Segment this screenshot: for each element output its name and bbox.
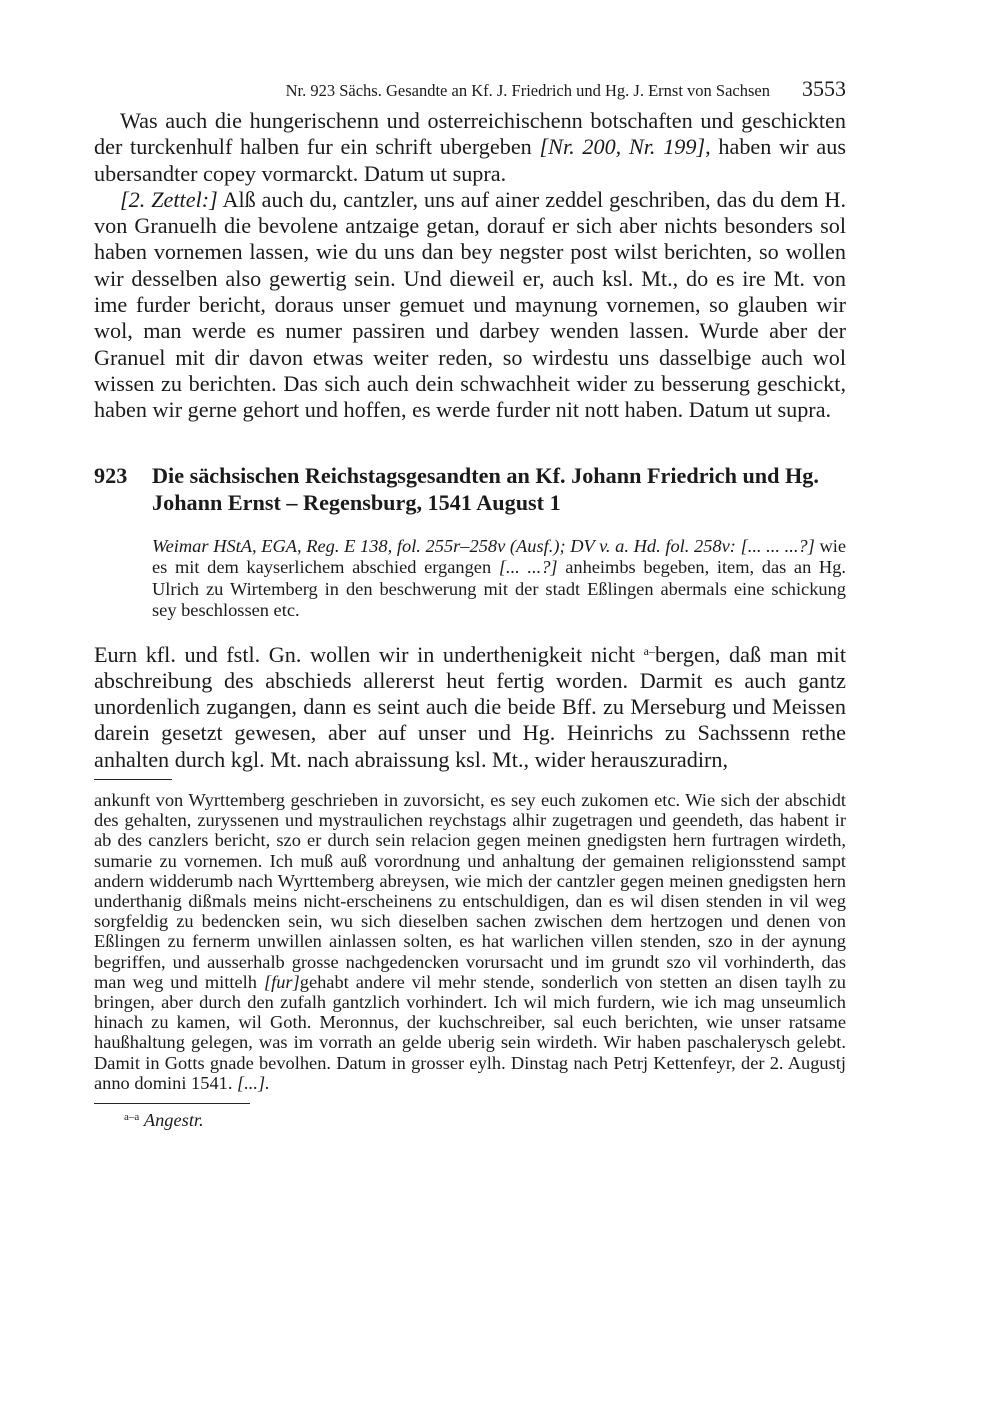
running-head [94,76,846,106]
main-text [94,642,846,773]
document-title: Die sächsischen Reichstagsgesandten an Kf. Johann Friedrich und Hg. Johann Ernst – Regensburg, 1541 August 1 [152,462,819,515]
main-text-before: Eurn kfl. und fstl. Gn. wollen wir in underthenigkeit nicht [94,641,644,667]
enclosure-note-insert: [fur] [263,971,300,992]
source-gap-1: [... ... ...?] [740,535,815,556]
document-heading [94,462,846,516]
source-note [152,536,846,622]
footnote-marker: a– [643,643,655,658]
paragraph-2-text: Alß auch du, cantzler, uns auf ainer zeddel geschriben, das du dem H. von Granuelh die bevolene antzaige getan, dorauf er sich aber nichts besonders sol haben vornemen lassen, wie du uns dan bey negster post wilst berichten, so wollen wir desselben also gewertig sein. Und dieweil er, auch ksl. Mt., do es ire Mt. von ime furder bericht, doraus unser gemuet und maynung vornemen, so glauben wir wol, man werde es numer passiren und darbey wenden lassen. Wurde aber der Granuel mit dir davon etwas weiter reden, so wirdestu uns dasselbige auch wol wissen zu berichten. Das sich auch dein schwachheit wider zu besserung geschickt, haben wir gerne gehort und hoffen, es werde furder nit nott haben. Datum ut supra. [94,186,846,423]
enclosure-note [94,790,846,1093]
paragraph-2 [94,187,846,424]
main-text-after: bergen, daß man mit abschreibung des abschieds allererst heut fertig worden. Darmit es auch gantz unordenlich zugangen, dann es seint auch die beide Bff. zu Merseburg und Meissen darein gesetzt gewesen, aber auf unser und Hg. Heinrichs zu Sachssenn rethe anhalten durch kgl. Mt. nach abraissung ksl. Mt., wider herauszuradirn, [94,641,846,772]
paragraph-1-text: Was auch die hungerischenn und osterreichischenn botschaften und geschickten der turckenhulf halben fur ein schrift ubergeben [94,108,846,160]
document-page [94,76,846,1131]
footnote-divider [94,1103,250,1104]
source-text-1: wie es mit dem kayserlichem abschied ergangen [152,535,846,578]
enclosure-note-ellipsis: [...]. [237,1072,270,1093]
footnote-label: a–a [124,1111,140,1124]
page-number: 3553 [802,76,846,101]
note-divider [94,779,172,780]
paragraph-1 [94,108,846,187]
footnote-text: Angestr. [143,1110,204,1131]
document-number: 923 [94,462,128,488]
cross-reference: [Nr. 200, Nr. 199] [539,134,706,160]
footnote [94,1110,846,1131]
enclosure-note-text-2: gehabt andere vil mehr stende, sonderlich von stetten an disen taylh zu bringen, aber durch den zufalh gantzlich vorhindert. Ich wil mich furdern, wie ich mag unseumlich hinach zu kamen, wil Goth. Meronnus, der kuchschreiber, sal euch berichten, wie unser ratsame haußhaltung gelegen, was im vorrath an gelde uberig sein wirdeth. Wir haben paschalerysch gelebt. Damit in Gotts gnade bevolhen. Datum in grosser eylh. Dinstag nach Petrj Kettenfeyr, der 2. Augustj anno domini 1541. [94,971,846,1093]
paragraph-1-tail: , haben wir aus ubersandter copey vormarckt. Datum ut supra. [94,134,846,186]
source-archive: Weimar HStA, EGA, Reg. E 138, fol. 255r–258v (Ausf.); DV v. a. Hd. fol. 258v: [152,535,736,556]
enclosure-note-text: ankunft von Wyrttemberg geschrieben in zuvorsicht, es sey euch zukomen etc. Wie sich der abschidt des gehalten, zuryssenen und mystraulichen reychstags alhir zugetragen und geendeth, das habent ir ab des canzlers bericht, szo er durch sein relacion gegen meinen gnedigsten hern furtragen wirdeth, sumarie zu vornemen. Ich muß auß vorordnung und anhaltung der gemainen religionsstend sampt andern widderumb nach Wyrttemberg abreysen, wie mich der cantzler gegen meinen gnedigsten hern underthanig dißmals meins nicht-erscheinens zu entschuldigen, dan es wil disen stenden in vil weg sorgfeldig zu bedencken sein, wu sich dieselben sachen zwischen dem hertzogen und denen von Eßlingen zu fernerm unwillen ainlassen solten, es hat warlichen villen stenden, szo in der aynung begriffen, und ausserhalb grosse nachgedencken vorursacht und im grundt szo vil vorhinderth, das man weg und mittelh [94,790,846,992]
zettel-label: [2. Zettel:] [120,186,218,212]
running-head-title: Nr. 923 Sächs. Gesandte an Kf. J. Friedrich und Hg. J. Ernst von Sachsen [285,81,770,100]
source-gap-2: [... ...?] [498,557,558,578]
source-text-2: anheimbs begeben, item, das an Hg. Ulrich zu Wirtemberg in den beschwerung mit der stadt Eßlingen abermals eine schickung sey beschlossen etc. [152,557,846,621]
